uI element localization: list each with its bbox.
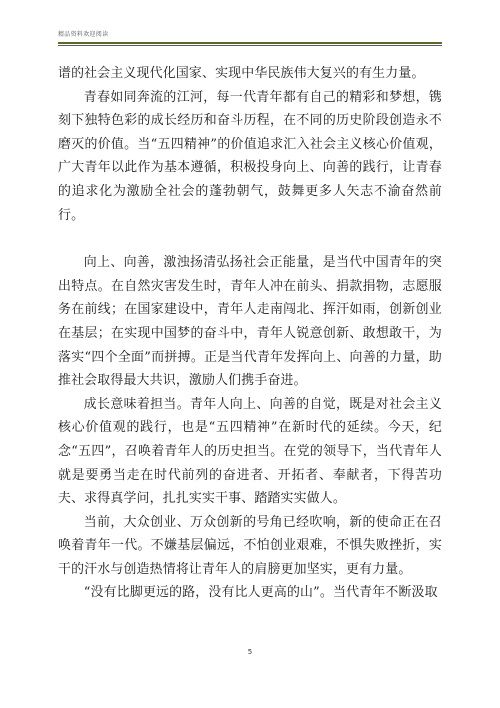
header-rule [58, 42, 442, 44]
paragraph-5: 当前，大众创业、万众创新的号角已经吹响，新的使命正在召唤着青年一代。不嫌基层偏远，不怕创业艰难，不惧失败挫折，实干的汗水与创造热情将让青年人的肩膀更加坚实，更有力量。 [58, 514, 442, 577]
paragraph-1: 谱的社会主义现代化国家、实现中华民族伟大复兴的有生力量。 [58, 66, 425, 81]
header-rule-thin [58, 45, 442, 46]
paragraph-6: “没有比脚更远的路，没有比人更高的山”。当代青年不断汲取 [83, 585, 438, 601]
document-body [58, 62, 442, 605]
page-number: 5 [247, 648, 253, 656]
page-header [58, 28, 442, 46]
paragraph-3: 向上、向善，激浊扬清弘扬社会正能量，是当代中国青年的突出特点。在自然灾害发生时，青年人冲在前头、捐款捐物，志愿服务在前线；在国家建设中，青年人走南闯北、挥汗如雨，创新创业在基层；在实现中国梦的奋斗中，青年人锐意创新、敢想敢干，为落实“四个全面”而拼搏。正是当代青年发挥向上、向善的力量，助推社会取得最大共识，激励人们携手奋进。 [58, 255, 442, 389]
header-text: 精品资料欢迎阅读 [58, 31, 109, 38]
paragraph-2: 青春如同奔流的江河，每一代青年都有自己的精彩和梦想，镌刻下独特色彩的成长经历和奋斗历程，在不同的历史阶段创造永不磨灭的价值。当“五四精神”的价值追求汇入社会主义核心价值观，广大青年以此作为基本遵循，积极投身向上、向善的践行，让青春的追求化为激励全社会的蓬勃朝气，鼓舞更多人矢志不渝奋然前行。 [58, 89, 442, 223]
paragraph-4: 成长意味着担当。青年人向上、向善的自觉，既是对社会主义核心价值观的践行，也是“五四精神”在新时代的延续。今天，纪念“五四”，召唤着青年人的历史担当。在党的领导下，当代青年人就是要勇当走在时代前列的奋进者、开拓者、奉献者，下得苦功夫、求得真学问，扎扎实实干事、踏踏实实做人。 [58, 396, 442, 507]
paragraph-gap [58, 227, 442, 251]
